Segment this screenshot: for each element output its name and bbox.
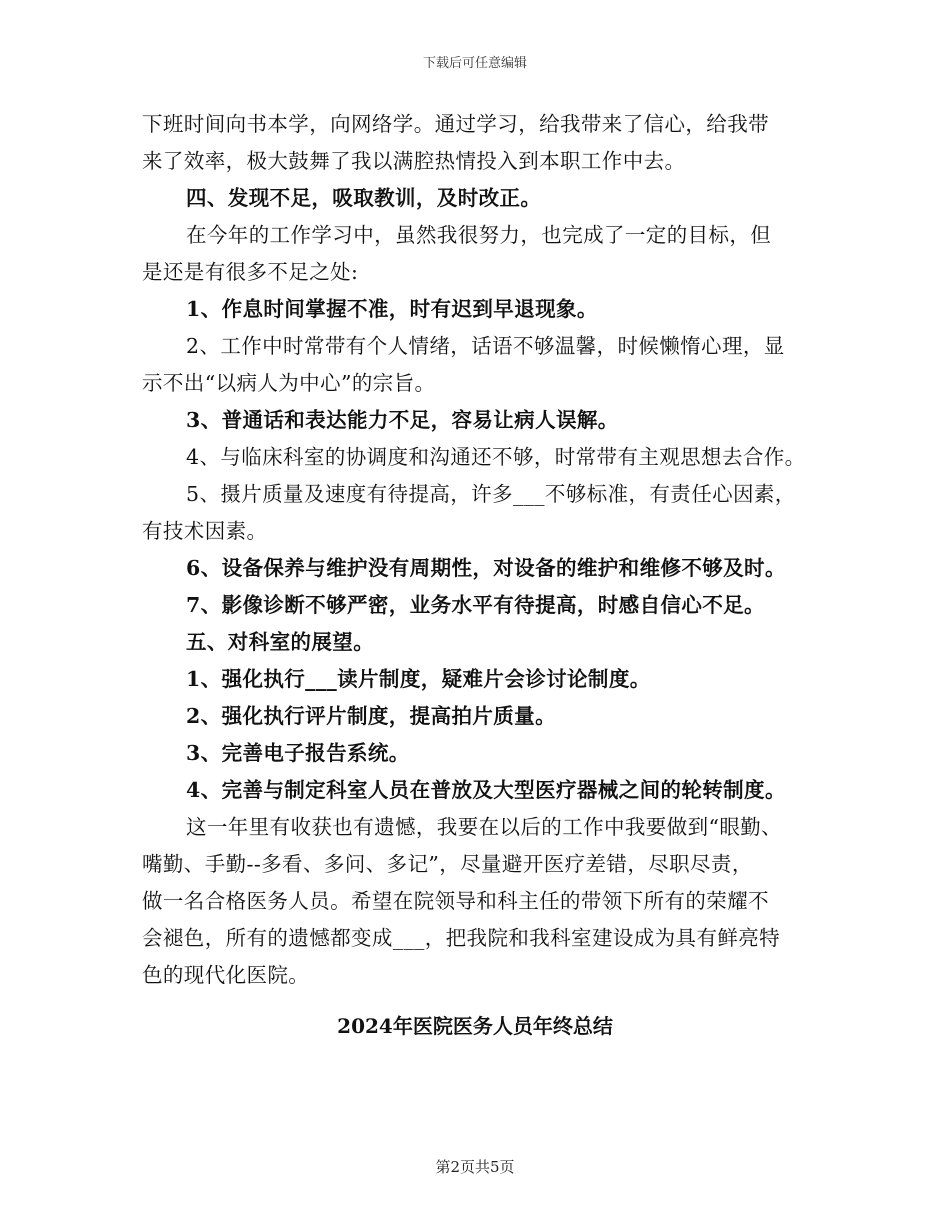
paragraph-line: 是还是有很多不足之处: [142,260,359,284]
list-item: 5、摄片质量及速度有待提高，许多___不够标准，有责任心因素， [186,482,796,506]
list-item: 6、设备保养与维护没有周期性，对设备的维护和维修不够及时。 [186,556,786,580]
document-body [142,106,822,994]
paragraph-line: 有技术因素。 [142,519,268,543]
list-item: 4、与临床科室的协调度和沟通还不够，时常带有主观思想去合作。 [186,445,806,469]
paragraph-line: 嘴勤、手勤--多看、多问、多记”，尽量避开医疗差错，尽职尽责， [142,852,753,876]
list-item: 1、作息时间掌握不准，时有迟到早退现象。 [186,297,598,321]
list-item: 3、完善电子报告系统。 [186,741,410,765]
document-title: 2024年医院医务人员年终总结 [337,1014,613,1038]
list-item: 3、普通话和表达能力不足，容易让病人误解。 [186,408,619,432]
paragraph-line: 来了效率，极大鼓舞了我以满腔热情投入到本职工作中去。 [142,149,686,173]
paragraph-line: 在今年的工作学习中，虽然我很努力，也完成了一定的目标，但 [186,223,772,247]
paragraph-line: 这一年里有收获也有遗憾，我要在以后的工作中我要做到“眼勤、 [186,815,783,839]
list-item: 1、强化执行___读片制度，疑难片会诊讨论制度。 [186,667,651,691]
paragraph-line: 色的现代化医院。 [142,963,310,987]
paragraph-line: 示不出“以病人为中心”的宗旨。 [142,371,436,395]
paragraph-line: 下班时间向书本学，向网络学。通过学习，给我带来了信心，给我带 [142,112,769,136]
page-header: 下载后可任意编辑 [422,56,527,71]
list-item: 7、影像诊断不够严密，业务水平有待提高，时感自信心不足。 [186,593,765,617]
list-item: 4、完善与制定科室人员在普放及大型医疗器械之间的轮转制度。 [186,778,786,802]
list-item: 2、工作中时常带有个人情绪，话语不够温馨，时候懒惰心理，显 [186,334,785,358]
paragraph-line: 做一名合格医务人员。希望在院领导和科主任的带领下所有的荣耀不 [142,889,769,913]
paragraph-line: 会褪色，所有的遗憾都变成___，把我院和我科室建设成为具有鲜亮特 [142,926,781,950]
section-heading: 五、对科室的展望。 [186,630,375,654]
list-item: 2、强化执行评片制度，提高拍片质量。 [186,704,556,728]
page-footer: 第2页共5页 [435,1158,515,1176]
section-heading: 四、发现不足，吸取教训，及时改正。 [186,186,542,210]
